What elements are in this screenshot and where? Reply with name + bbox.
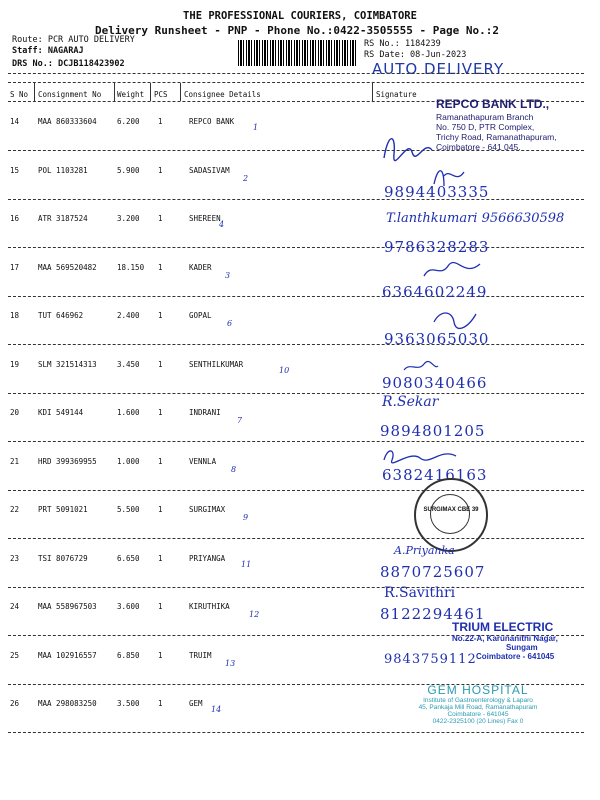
row-handwritten-mark: 8 [231, 465, 237, 474]
row-divider [8, 296, 584, 297]
signature-scribble [430, 308, 480, 332]
col-divider [114, 83, 115, 101]
gem-line: Coimbatore - 641045 [447, 711, 509, 718]
surgimax-seal [414, 478, 488, 552]
row-sno: 24 [10, 602, 20, 611]
route-text: Route: PCR AUTO DELIVERY [12, 35, 135, 45]
row-consignment-no: ATR 3187524 [38, 214, 88, 223]
trium-line: Sungam [506, 643, 538, 652]
row-consignee: KIRUTHIKA [189, 602, 230, 611]
row-divider [8, 247, 584, 248]
row-sno: 23 [10, 554, 20, 563]
repco-line: Ramanathapuram Branch [436, 112, 534, 122]
row-weight: 6.200 [117, 117, 140, 126]
row-consignment-no: POL 1103281 [38, 166, 88, 175]
row-handwritten-mark: 14 [211, 705, 222, 714]
handwritten-phone: 9363065030 [384, 330, 490, 348]
row-sno: 16 [10, 214, 20, 223]
row-consignee: SURGIMAX [189, 505, 226, 514]
col-divider [34, 83, 35, 101]
row-pcs: 1 [158, 311, 163, 320]
row-weight: 18.150 [117, 263, 145, 272]
row-divider [8, 199, 584, 200]
row-consignment-no: KDI 549144 [38, 408, 84, 417]
row-handwritten-mark: 12 [249, 610, 260, 619]
handwritten-text: A.Priyanka [394, 544, 455, 557]
col-signature-header: Signature [376, 90, 417, 99]
gem-line: 45, Pankaja Mill Road, Ramanathapuram [418, 704, 538, 711]
auto-delivery-stamp: AUTO DELIVERY [372, 60, 505, 78]
row-weight: 3.450 [117, 360, 140, 369]
row-sno: 17 [10, 263, 20, 272]
row-pcs: 1 [158, 117, 163, 126]
divider [8, 73, 584, 74]
row-consignment-no: TSI 8076729 [38, 554, 88, 563]
row-consignee: SADASIVAM [189, 166, 230, 175]
handwritten-text: R.Savithri [384, 585, 456, 601]
signature-scribble [380, 444, 460, 466]
row-pcs: 1 [158, 214, 163, 223]
row-pcs: 1 [158, 699, 163, 708]
row-divider [8, 732, 584, 733]
seal-inner-ring [430, 494, 470, 534]
col-divider [180, 83, 181, 101]
row-consignee: INDRANI [189, 408, 221, 417]
row-sno: 19 [10, 360, 20, 369]
row-weight: 5.900 [117, 166, 140, 175]
trium-line: No.22-A, Karunanithi Nagar, [452, 634, 558, 643]
handwritten-phone: 8870725607 [380, 563, 486, 581]
row-weight: 6.850 [117, 651, 140, 660]
row-weight: 1.000 [117, 457, 140, 466]
row-pcs: 1 [158, 602, 163, 611]
row-weight: 5.500 [117, 505, 140, 514]
handwritten-phone: 8122294461 [380, 605, 486, 623]
row-sno: 20 [10, 408, 20, 417]
barcode [238, 40, 358, 66]
row-consignee: PRIYANGA [189, 554, 226, 563]
row-pcs: 1 [158, 505, 163, 514]
row-sno: 18 [10, 311, 20, 320]
handwritten-phone: 6382416163 [382, 466, 488, 484]
row-handwritten-mark: 10 [279, 366, 290, 375]
rs-number: RS No.: 1184239 [364, 39, 441, 49]
row-weight: 3.500 [117, 699, 140, 708]
handwritten-text: R.Sekar [382, 394, 439, 410]
col-pcs-header: PCS [154, 90, 168, 99]
gem-name: GEM HOSPITAL [427, 683, 529, 697]
row-pcs: 1 [158, 554, 163, 563]
row-weight: 3.200 [117, 214, 140, 223]
row-divider [8, 441, 584, 442]
row-weight: 1.600 [117, 408, 140, 417]
row-consignee: SENTHILKUMAR [189, 360, 244, 369]
trium-name: TRIUM ELECTRIC [452, 620, 554, 634]
staff-text: Staff: NAGARAJ [12, 46, 84, 56]
row-handwritten-mark: 13 [225, 659, 236, 668]
row-pcs: 1 [158, 166, 163, 175]
row-pcs: 1 [158, 408, 163, 417]
rs-date: RS Date: 08-Jun-2023 [364, 50, 467, 60]
row-pcs: 1 [158, 263, 163, 272]
row-consignee: KADER [189, 263, 212, 272]
col-weight-header: Weight [117, 90, 145, 99]
row-sno: 15 [10, 166, 20, 175]
col-divider [372, 83, 373, 101]
row-sno: 14 [10, 117, 20, 126]
col-sno-header: S No [10, 90, 29, 99]
row-consignment-no: PRT 5091021 [38, 505, 88, 514]
handwritten-text: T.lanthkumari 9566630598 [386, 211, 565, 226]
col-divider [150, 83, 151, 101]
handwritten-phone: 9786328283 [384, 238, 490, 256]
row-handwritten-mark: 3 [225, 271, 231, 280]
row-handwritten-mark: 6 [227, 319, 233, 328]
row-consignee: GEM [189, 699, 203, 708]
row-divider [8, 587, 584, 588]
company-title: THE PROFESSIONAL COURIERS, COIMBATORE [183, 10, 417, 22]
row-consignee: REPCO BANK [189, 117, 235, 126]
repco-bank-stamp [436, 97, 557, 152]
row-consignment-no: MAA 569520482 [38, 263, 97, 272]
row-consignee: VENNLA [189, 457, 217, 466]
gem-line: Institute of Gastroenterology & Laparo [423, 697, 533, 704]
row-sno: 25 [10, 651, 20, 660]
handwritten-phone: 9894403335 [384, 183, 490, 201]
handwritten-phone: 9894801205 [380, 422, 486, 440]
row-divider [8, 393, 584, 394]
row-consignment-no: MAA 102916557 [38, 651, 97, 660]
row-sno: 26 [10, 699, 20, 708]
col-consignment-header: Consignment No [38, 90, 102, 99]
row-weight: 6.650 [117, 554, 140, 563]
handwritten-phone: 9080340466 [382, 374, 488, 392]
row-consignment-no: MAA 860333604 [38, 117, 97, 126]
row-handwritten-mark: 4 [219, 220, 225, 229]
repco-line: Trichy Road, Ramanathapuram, [436, 132, 557, 142]
row-divider [8, 344, 584, 345]
row-pcs: 1 [158, 360, 163, 369]
gem-hospital-stamp [378, 683, 578, 725]
row-pcs: 1 [158, 651, 163, 660]
row-consignment-no: MAA 558967503 [38, 602, 97, 611]
row-divider [8, 490, 584, 491]
row-consignee: GOPAL [189, 311, 212, 320]
row-sno: 21 [10, 457, 20, 466]
row-consignee: SHEREEN [189, 214, 221, 223]
repco-name: REPCO BANK LTD., [436, 97, 550, 111]
repco-line: No. 750 D, PTR Complex, [436, 122, 535, 132]
row-sno: 22 [10, 505, 20, 514]
gem-line: 0422-2325100 (20 Lines) Fax 0 [432, 718, 524, 725]
row-handwritten-mark: 9 [243, 513, 249, 522]
seal-text: SURGIMAX CBE 39 [423, 507, 479, 513]
row-weight: 2.400 [117, 311, 140, 320]
row-divider [8, 538, 584, 539]
col-consignee-header: Consignee Details [184, 90, 261, 99]
signature-scribble [430, 164, 470, 190]
row-pcs: 1 [158, 457, 163, 466]
row-handwritten-mark: 11 [241, 560, 252, 569]
runsheet-title: Delivery Runsheet - PNP - Phone No.:0422-3505555 - Page No.:2 [95, 24, 499, 37]
row-consignee: TRUIM [189, 651, 212, 660]
divider [8, 82, 584, 83]
signature-scribble [378, 128, 438, 166]
repco-line: Coimbatore - 641 045. [436, 142, 521, 152]
row-handwritten-mark: 7 [237, 416, 243, 425]
row-consignment-no: HRD 399369955 [38, 457, 97, 466]
signature-scribble [420, 258, 490, 284]
handwritten-phone: 6364602249 [382, 283, 488, 301]
handwritten-phone: 9843759112 [384, 652, 477, 667]
row-consignment-no: TUT 646962 [38, 311, 84, 320]
row-handwritten-mark: 1 [253, 123, 259, 132]
trium-line: Coimbatore - 641045 [476, 652, 555, 661]
drs-number: DRS No.: DCJB118423902 [12, 59, 125, 69]
row-weight: 3.600 [117, 602, 140, 611]
row-handwritten-mark: 2 [243, 174, 249, 183]
row-consignment-no: SLM 321514313 [38, 360, 97, 369]
row-consignment-no: MAA 298083250 [38, 699, 97, 708]
